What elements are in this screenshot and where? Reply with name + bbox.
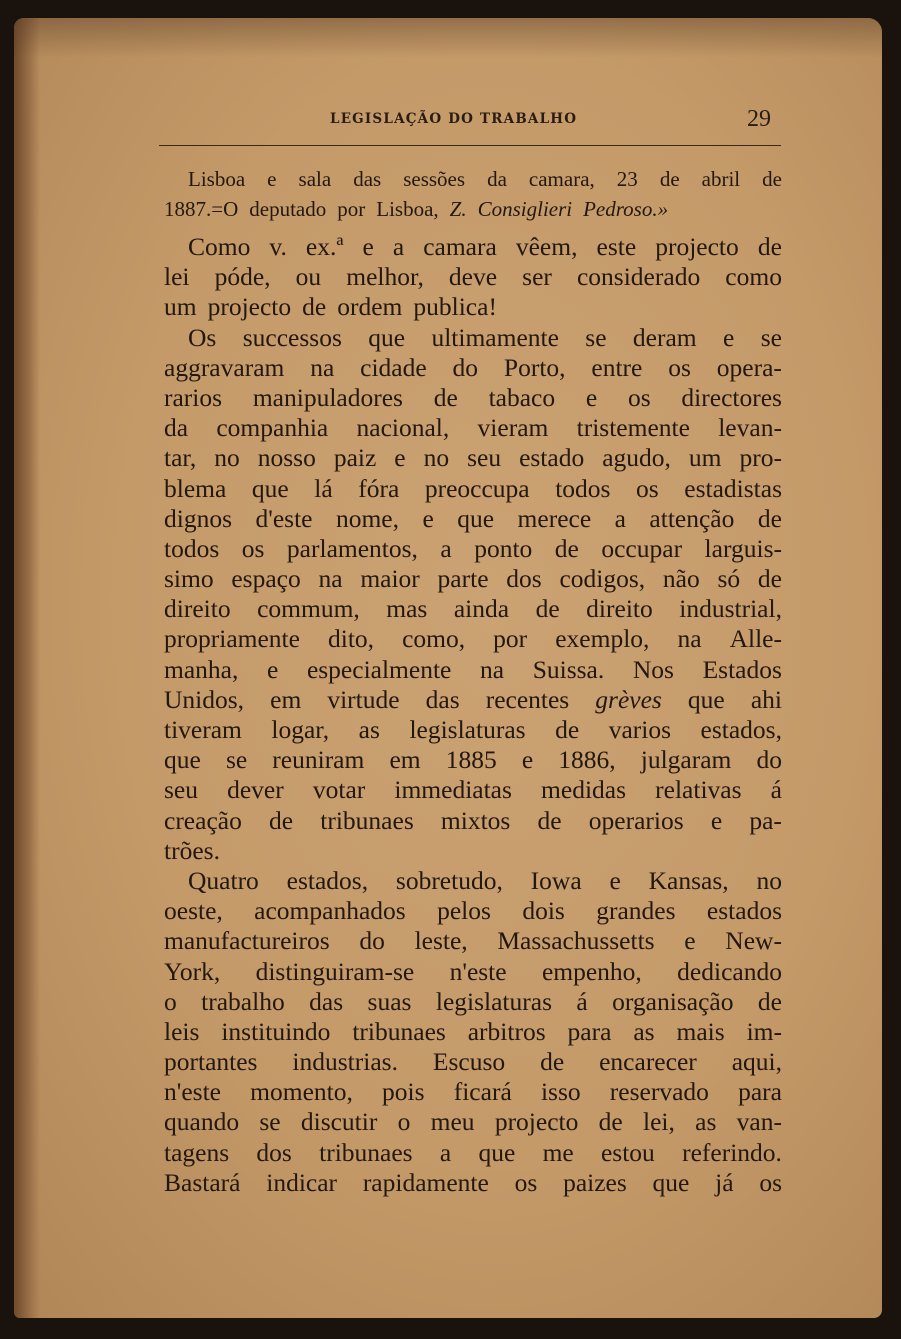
word: Como — [188, 232, 251, 261]
word: melhor, — [346, 262, 424, 292]
word: arbitros — [467, 1016, 546, 1046]
word: de — [537, 805, 562, 835]
word: medidas — [541, 775, 627, 805]
word: tiveram — [164, 715, 242, 744]
word: rapidamente — [362, 1167, 489, 1197]
word: no — [214, 443, 240, 473]
word: e — [422, 503, 434, 533]
text-line — [164, 194, 782, 224]
word: occupar — [601, 533, 683, 563]
word: a — [439, 1137, 452, 1167]
word: á — [576, 986, 588, 1016]
text-line — [164, 624, 782, 654]
word: tribunaes — [319, 1137, 413, 1167]
word: acompanhados — [254, 896, 406, 926]
word: das — [425, 684, 460, 714]
word: em — [270, 684, 302, 714]
word: de — [269, 805, 294, 835]
word: julgaram — [640, 745, 732, 775]
word: operarios — [588, 805, 684, 835]
word: me — [542, 1137, 574, 1167]
word: e — [585, 382, 598, 412]
text-line — [164, 413, 782, 443]
word: ahi — [750, 684, 782, 714]
word: 23 — [616, 167, 638, 191]
word: que — [652, 1167, 690, 1197]
word: indicar — [266, 1167, 338, 1197]
word: deve — [448, 262, 498, 292]
word: successos — [242, 322, 342, 352]
text-line — [164, 1047, 782, 1077]
word: estado — [519, 443, 585, 473]
text-line — [164, 1077, 782, 1107]
word: que — [368, 322, 406, 352]
word: do — [756, 745, 782, 775]
word: cidade — [360, 352, 427, 382]
text-line — [164, 715, 782, 745]
word: direito — [586, 594, 653, 624]
word: estadistas — [684, 473, 782, 503]
word: já — [715, 1167, 734, 1197]
word: leis — [164, 1016, 200, 1046]
body-text — [164, 164, 782, 1198]
word: Bastará — [164, 1167, 241, 1197]
header-rule — [159, 145, 781, 146]
word: encarecer — [599, 1047, 697, 1077]
word: se — [760, 322, 782, 352]
text-line — [164, 745, 782, 775]
word: nome, — [335, 503, 399, 533]
text-line — [164, 353, 782, 383]
text-line — [164, 383, 782, 413]
word: pa- — [749, 805, 782, 835]
word: camara — [423, 232, 497, 261]
word: momento, — [250, 1077, 353, 1107]
word: e — [609, 865, 621, 895]
word: agudo, — [602, 443, 671, 473]
word: legislaturas — [409, 715, 526, 744]
word: aqui, — [731, 1047, 782, 1077]
word: tristemente — [576, 413, 690, 443]
word: larguis- — [704, 533, 782, 563]
word: e — [394, 443, 406, 473]
word: este — [596, 232, 637, 261]
word: ainda — [453, 594, 510, 624]
word: Z. — [449, 197, 467, 221]
word: New- — [725, 926, 782, 956]
word: do — [452, 352, 479, 382]
word: de — [757, 986, 782, 1016]
word: e — [723, 322, 735, 352]
word: Nos — [632, 654, 674, 684]
word: da — [164, 413, 189, 443]
word: van- — [736, 1107, 782, 1137]
word: Escuso — [432, 1047, 506, 1077]
word: ordem — [337, 292, 403, 322]
text-line — [164, 232, 782, 262]
text-line — [164, 164, 782, 194]
text-line — [164, 926, 782, 956]
word: distinguiram-se — [255, 956, 415, 986]
word: de — [757, 503, 782, 533]
word: e — [684, 926, 696, 956]
word: n'este — [449, 956, 507, 986]
word: aggravaram — [164, 352, 285, 382]
word: na — [310, 352, 335, 382]
word: Lisboa, — [376, 197, 439, 221]
word: Massachussetts — [497, 926, 655, 956]
word: sobretudo, — [395, 865, 503, 895]
word: ultimamente — [431, 322, 559, 352]
text-line — [164, 685, 782, 715]
word: estados, — [700, 715, 782, 744]
word: ou — [295, 262, 322, 292]
word: que — [457, 503, 495, 533]
word: os — [668, 352, 691, 382]
word: mixtos — [440, 805, 511, 835]
word: codigos, — [559, 564, 646, 594]
word: por — [493, 624, 528, 654]
word: na — [677, 624, 702, 654]
word: trões. — [164, 835, 220, 865]
word: varios — [608, 715, 672, 744]
word: d'este — [255, 503, 313, 533]
word: especialmente — [306, 654, 452, 684]
word: não — [662, 564, 700, 594]
word: manipuladores — [252, 382, 403, 412]
word: da — [487, 167, 507, 191]
word: n'este — [164, 1077, 221, 1107]
paragraph-1 — [164, 232, 782, 323]
word: as — [695, 1107, 717, 1137]
word: York, — [164, 956, 221, 986]
word: directores — [681, 382, 782, 412]
word: exemplo, — [555, 624, 650, 654]
word: tabaco — [488, 382, 556, 412]
word: o — [164, 986, 177, 1016]
page-number: 29 — [747, 106, 771, 132]
word: e — [266, 654, 279, 684]
word: reuniram — [272, 745, 365, 775]
word: dito, — [328, 624, 375, 654]
word: simo — [164, 564, 214, 594]
word: espaço — [231, 564, 301, 594]
word: todos — [555, 473, 611, 503]
word: de — [598, 1107, 623, 1137]
word: os — [627, 382, 651, 412]
book-page — [14, 18, 882, 1318]
word: as — [358, 715, 380, 744]
word: e — [710, 805, 723, 835]
word: no — [423, 443, 450, 473]
text-line — [164, 1138, 782, 1168]
word: póde, — [214, 262, 271, 292]
word: dignos — [164, 503, 233, 533]
text-line — [164, 443, 782, 473]
word: de — [554, 533, 579, 563]
word: e — [521, 745, 534, 775]
word: 1887.=O — [164, 197, 239, 221]
word: reservado — [609, 1077, 709, 1107]
word: de — [757, 564, 782, 594]
word: a — [614, 503, 626, 533]
word: os — [241, 533, 265, 563]
word: dos — [506, 564, 542, 594]
word: industrial, — [679, 594, 782, 624]
word: publica! — [413, 292, 497, 322]
word: ficará — [453, 1077, 512, 1107]
word: mais — [676, 1016, 725, 1046]
word: que — [251, 473, 289, 503]
word: no — [756, 865, 782, 895]
paragraph-3 — [164, 866, 782, 1198]
text-line — [164, 323, 782, 353]
text-line — [164, 534, 782, 564]
word: em — [389, 745, 421, 775]
word: dois — [522, 896, 565, 926]
word: dever — [227, 775, 284, 805]
word: pois — [382, 1077, 425, 1107]
word: industrias. — [292, 1047, 398, 1077]
word: de — [433, 382, 458, 412]
word: logar, — [271, 715, 330, 744]
word: tribunaes — [352, 1016, 446, 1046]
word: abril — [701, 167, 741, 191]
word: companhia — [216, 413, 329, 443]
word: ex.ª — [305, 232, 344, 261]
word: Pedroso.» — [583, 197, 669, 221]
word: merece — [517, 503, 592, 533]
word: para — [738, 1077, 782, 1107]
word: Porto, — [503, 352, 566, 382]
text-line — [164, 775, 782, 805]
word: tagens — [164, 1137, 230, 1167]
text-line — [164, 806, 782, 836]
word: ser — [522, 262, 552, 292]
word: paiz — [333, 443, 377, 473]
word: só — [717, 564, 741, 594]
word: levan- — [718, 413, 782, 443]
word: maior — [360, 564, 420, 594]
word: de — [540, 1047, 565, 1077]
word: im- — [746, 1016, 782, 1046]
text-line — [164, 504, 782, 534]
word: projecto — [494, 1107, 579, 1137]
word: grèves — [595, 684, 662, 714]
text-line — [164, 655, 782, 685]
word: vêem, — [515, 232, 578, 261]
word: projecto — [655, 232, 739, 261]
word: o — [397, 1107, 411, 1137]
word: 1885 — [445, 745, 497, 775]
word: de — [302, 292, 327, 322]
word: Estados — [702, 654, 782, 684]
word: tar, — [164, 443, 197, 473]
word: como — [725, 262, 782, 292]
word: ponto — [474, 533, 533, 563]
word: referindo. — [682, 1137, 782, 1167]
word: Alle- — [729, 624, 782, 654]
word: pelos — [437, 896, 491, 926]
word: a — [392, 232, 405, 261]
word: se — [585, 322, 607, 352]
word: na — [479, 654, 505, 684]
word: tribunaes — [320, 805, 414, 835]
word: na — [318, 564, 343, 594]
word: suas — [367, 986, 412, 1016]
word: direito — [164, 594, 231, 624]
word: manha, — [164, 654, 239, 684]
running-title: LEGISLAÇÃO DO TRABALHO — [330, 111, 578, 127]
word: estados — [706, 896, 782, 926]
word: Quatro — [188, 865, 259, 895]
word: votar — [312, 775, 366, 805]
word: de — [535, 594, 560, 624]
word: se — [259, 1107, 281, 1137]
word: que — [164, 745, 201, 775]
word: que — [478, 1137, 516, 1167]
word: se — [225, 745, 248, 775]
word: vieram — [477, 413, 549, 443]
word: lei — [164, 262, 190, 292]
word: do — [359, 926, 385, 956]
word: deputado — [249, 197, 327, 221]
word: isso — [540, 1077, 581, 1107]
word: estados, — [286, 865, 369, 895]
word: blema — [164, 473, 227, 503]
word: para — [567, 1016, 612, 1046]
word: meu — [430, 1107, 475, 1137]
word: paizes — [563, 1167, 627, 1197]
word: parlamentos, — [286, 533, 418, 563]
word: das — [353, 167, 382, 191]
word: Os — [188, 322, 217, 352]
word: de — [555, 715, 580, 744]
word: dedicando — [677, 956, 782, 986]
word: seu — [467, 443, 502, 473]
word: empenho, — [541, 956, 642, 986]
word: grandes — [596, 896, 676, 926]
word: nacional, — [356, 413, 450, 443]
text-line — [164, 292, 782, 322]
word: Lisboa — [188, 167, 246, 191]
word: projecto — [207, 292, 292, 322]
text-line — [164, 896, 782, 926]
word: relativas — [655, 775, 742, 805]
word: opera- — [716, 352, 782, 382]
word: commum, — [257, 594, 360, 624]
text-line — [164, 836, 782, 866]
word: preoccupa — [424, 473, 530, 503]
word: Iowa — [530, 865, 582, 895]
word: portantes — [164, 1047, 258, 1077]
word: pro- — [739, 443, 782, 473]
word: camara, — [528, 167, 595, 191]
word: sala — [298, 167, 332, 191]
text-line — [164, 1107, 782, 1137]
word: e — [267, 167, 277, 191]
word: os — [759, 1167, 782, 1197]
text-line — [164, 262, 782, 292]
quote-block — [164, 164, 782, 224]
word: lá — [314, 473, 333, 503]
word: attenção — [649, 503, 735, 533]
paragraph-2 — [164, 323, 782, 866]
word: entre — [591, 352, 643, 382]
word: á — [770, 775, 782, 805]
word: Consiglieri — [477, 197, 573, 221]
word: deram — [632, 322, 697, 352]
text-line — [164, 1168, 782, 1198]
word: Kansas, — [648, 865, 729, 895]
word: como, — [402, 624, 466, 654]
word: v. — [269, 232, 287, 261]
word: recentes — [485, 684, 570, 714]
word: Suissa. — [532, 654, 605, 684]
word: de — [757, 232, 782, 261]
word: a — [440, 533, 452, 563]
word: quando — [164, 1107, 240, 1137]
word: seu — [164, 775, 198, 805]
word: instituindo — [221, 1016, 331, 1046]
word: as — [633, 1016, 655, 1046]
word: propriamente — [164, 624, 300, 654]
text-line — [164, 987, 782, 1017]
word: organisação — [612, 986, 734, 1016]
word: lei, — [642, 1107, 675, 1137]
word: parte — [437, 564, 489, 594]
text-line — [164, 1017, 782, 1047]
word: considerado — [576, 262, 701, 292]
word: de — [762, 167, 782, 191]
word: estou — [600, 1137, 655, 1167]
word: os — [636, 473, 659, 503]
word: nosso — [257, 443, 316, 473]
word: rarios — [164, 382, 223, 412]
word: virtude — [327, 684, 400, 714]
text-line — [164, 474, 782, 504]
word: das — [309, 986, 344, 1016]
word: legislaturas — [435, 986, 552, 1016]
word: oeste, — [164, 896, 223, 926]
word: discutir — [300, 1107, 378, 1137]
word: de — [659, 167, 680, 191]
word: e — [362, 232, 374, 261]
text-line — [164, 594, 782, 624]
text-line — [164, 866, 782, 896]
word: dos — [256, 1137, 292, 1167]
word: trabalho — [201, 986, 285, 1016]
word: um — [688, 443, 722, 473]
text-line — [164, 564, 782, 594]
word: um — [164, 292, 197, 322]
word: leste, — [414, 926, 468, 956]
word: immediatas — [394, 775, 512, 805]
word: que — [687, 684, 725, 714]
word: sessões — [403, 167, 466, 191]
word: por — [337, 197, 366, 221]
word: Unidos, — [164, 684, 245, 714]
word: mas — [386, 594, 428, 624]
word: 1886, — [558, 745, 616, 775]
word: os — [514, 1167, 538, 1197]
text-line — [164, 957, 782, 987]
word: fóra — [358, 473, 400, 503]
word: todos — [164, 533, 220, 563]
word: manufactureiros — [164, 926, 330, 956]
word: creação — [164, 805, 242, 835]
